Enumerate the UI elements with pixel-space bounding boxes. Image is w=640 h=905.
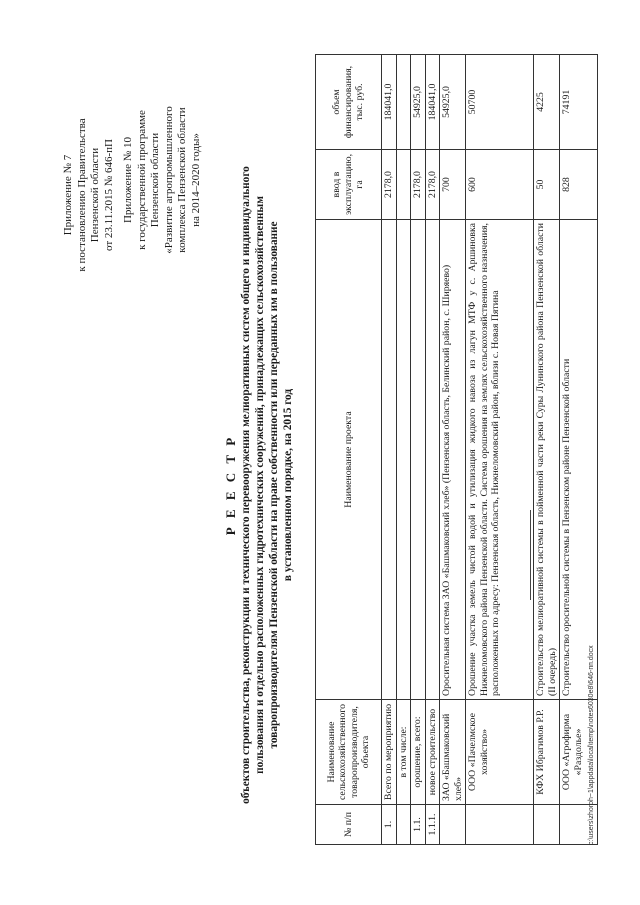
col-header-funding: объем финансирования, тыс. руб. — [316, 55, 382, 150]
table-row — [466, 55, 534, 845]
col-header-project: Наименование проекта — [316, 220, 382, 700]
table-row — [425, 55, 440, 845]
separator-line — [530, 510, 531, 600]
cell-area: 828 — [560, 150, 598, 220]
appendix-10-line: «Развитие агропромышленного — [162, 106, 175, 254]
cell-funding: 54925,0 — [440, 55, 466, 150]
cell-producer: орошение, всего: — [411, 700, 426, 805]
col-header-producer: Наименование сельскохозяйственного товаропроизводителя, объекта — [316, 700, 382, 805]
table-header-row — [316, 55, 382, 845]
registry-table — [315, 54, 598, 845]
appendix-7-block — [62, 85, 116, 305]
cell-project: Орошение участка земель чистой водой и утилизация жидкого навоза из лагун МТФ у с. Аршиновка Нижнеломовского района Пензенской области. Система орошения на землях сельскохозяйственного назначения, расположенных по адресу: Пензенская область, Нижнеломовский район, вблизи с. Новая Пятина — [466, 220, 534, 700]
appendix-10-line: комплекса Пензенской области — [176, 107, 188, 253]
cell-funding: 74191 — [560, 55, 598, 150]
appendix-10-line: Пензенской области — [149, 132, 161, 228]
cell-producer: ООО «Агрофирма «Раздолье» — [560, 700, 598, 805]
cell-producer: ЗАО «Башмаковский хлеб» — [440, 700, 466, 805]
appendix-10-line: на 2014–2020 годы» — [189, 133, 202, 227]
appendix-7-line: к постановлению Правительства — [75, 118, 88, 272]
cell-project — [425, 220, 440, 700]
cell-funding: 50700 — [466, 55, 534, 150]
appendix-10-block — [122, 70, 203, 290]
appendix-7-line: от 23.11.2015 № 646-пП — [102, 139, 115, 251]
cell-project — [396, 220, 411, 700]
cell-area: 2178,0 — [382, 150, 397, 220]
appendix-7-line: Приложение № 7 — [62, 154, 74, 236]
appendix-7-line: Пензенской области — [89, 147, 101, 243]
document-title — [222, 145, 295, 825]
cell-num — [440, 805, 466, 845]
cell-funding: 54925,0 — [411, 55, 426, 150]
table-row — [534, 55, 560, 845]
col-header-num: № п/п — [316, 805, 382, 845]
registry-heading: Р Е Е С Т Р — [223, 434, 238, 536]
cell-producer: новое строительство — [425, 700, 440, 805]
cell-project: Строительство мелиоративной системы в пойменной части реки Суры Лунинского района Пензенской области (II очередь) — [534, 220, 560, 700]
cell-num — [466, 805, 534, 845]
cell-area: 50 — [534, 150, 560, 220]
cell-funding: 184041,0 — [382, 55, 397, 150]
cell-funding: 184041,0 — [425, 55, 440, 150]
cell-producer: в том числе: — [396, 700, 411, 805]
appendix-10-line: к государственной программе — [135, 110, 148, 250]
table-row — [382, 55, 397, 845]
table-row — [396, 55, 411, 845]
cell-num: 1.1. — [411, 805, 426, 845]
title-line: товаропроизводителям Пензенской области на праве собственности или переданных им в пользование — [268, 221, 280, 749]
cell-project: Оросительная система ЗАО «Башмаковский хлеб» (Пензенская область, Белинский район, с. Ширяево) — [440, 220, 466, 700]
cell-area: 700 — [440, 150, 466, 220]
cell-project — [411, 220, 426, 700]
cell-funding — [396, 55, 411, 150]
title-line: объектов строительства, реконструкции и технического перевооружения мелиоративных систем общего и индивидуального — [240, 166, 252, 804]
cell-num — [534, 805, 560, 845]
cell-producer: ООО «Пачелмское хозяйство» — [466, 700, 534, 805]
cell-area: 2178,0 — [425, 150, 440, 220]
table-row — [440, 55, 466, 845]
cell-num: 1. — [382, 805, 397, 845]
file-path-footer: c:\users\zhoroh~1\appdata\local\temp\notes6030e8\646-пп.docx — [588, 645, 595, 845]
appendix-10-line: Приложение № 10 — [122, 136, 134, 224]
cell-project — [382, 220, 397, 700]
cell-num: 1.1.1. — [425, 805, 440, 845]
cell-area: 600 — [466, 150, 534, 220]
cell-producer: Всего по мероприятию — [382, 700, 397, 805]
cell-project: Строительство оросительной системы в Пензенском районе Пензенской области — [560, 220, 598, 700]
cell-funding: 4225 — [534, 55, 560, 150]
cell-area — [396, 150, 411, 220]
cell-area: 2178,0 — [411, 150, 426, 220]
title-line: в установленном порядке, на 2015 год — [282, 388, 294, 582]
col-header-area: ввод в эксплуатацию, га — [316, 150, 382, 220]
cell-producer: КФХ Ибрагимов Р.Р. — [534, 700, 560, 805]
cell-num — [396, 805, 411, 845]
table-row — [411, 55, 426, 845]
title-line: пользования и отдельно расположенных гидротехнических сооружений, принадлежащих сельскохозяйственным — [254, 196, 266, 774]
